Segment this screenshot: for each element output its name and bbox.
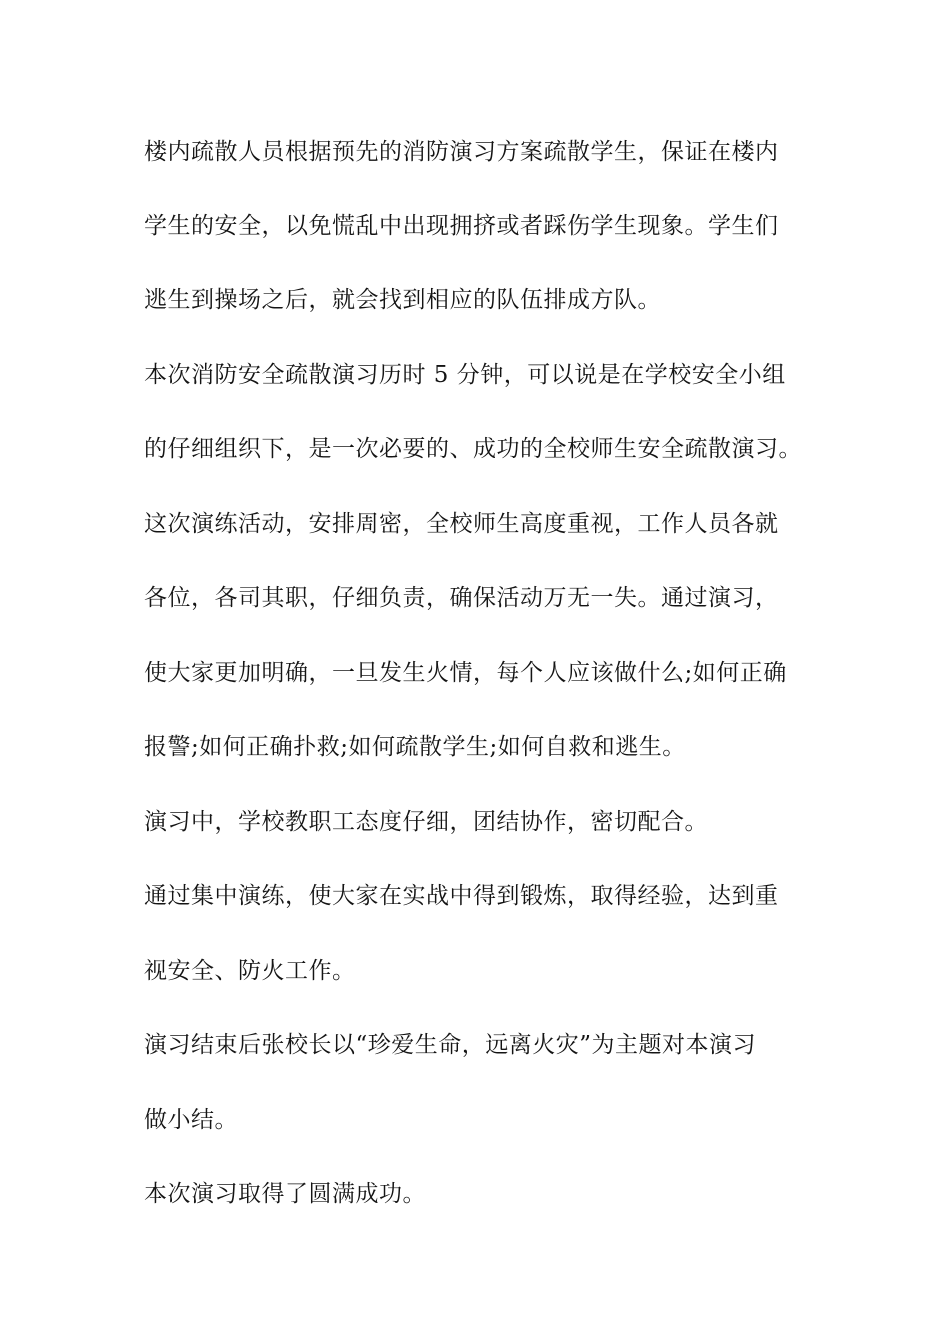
text-line: 通过集中演练，使大家在实战中得到锻炼，取得经验，达到重 (144, 883, 779, 909)
text-line: 的仔细组织下，是一次必要的、成功的全校师生安全疏散演习。 (144, 436, 802, 462)
text-line: 本次消防安全疏散演习历时 5 分钟，可以说是在学校安全小组 (144, 362, 786, 388)
text-line: 演习结束后张校长以“珍爱生命，远离火灾”为主题对本演习 (144, 1032, 757, 1058)
text-line: 视安全、防火工作。 (144, 958, 356, 984)
text-line: 各位，各司其职，仔细负责，确保活动万无一失。通过演习， (144, 585, 779, 611)
text-line: 逃生到操场之后，就会找到相应的队伍排成方队。 (144, 287, 661, 313)
text-line: 演习中，学校教职工态度仔细，团结协作，密切配合。 (144, 809, 708, 835)
text-line: 报警;如何正确扑救;如何疏散学生;如何自救和逃生。 (144, 734, 686, 760)
text-line: 本次演习取得了圆满成功。 (144, 1181, 426, 1207)
text-line: 学生的安全，以免慌乱中出现拥挤或者踩伤学生现象。学生们 (144, 213, 779, 239)
text-line: 这次演练活动，安排周密，全校师生高度重视，工作人员各就 (144, 511, 779, 537)
text-line: 使大家更加明确，一旦发生火情，每个人应该做什么;如何正确 (144, 660, 787, 686)
text-line: 楼内疏散人员根据预先的消防演习方案疏散学生，保证在楼内 (144, 139, 779, 165)
text-line: 做小结。 (144, 1107, 238, 1133)
